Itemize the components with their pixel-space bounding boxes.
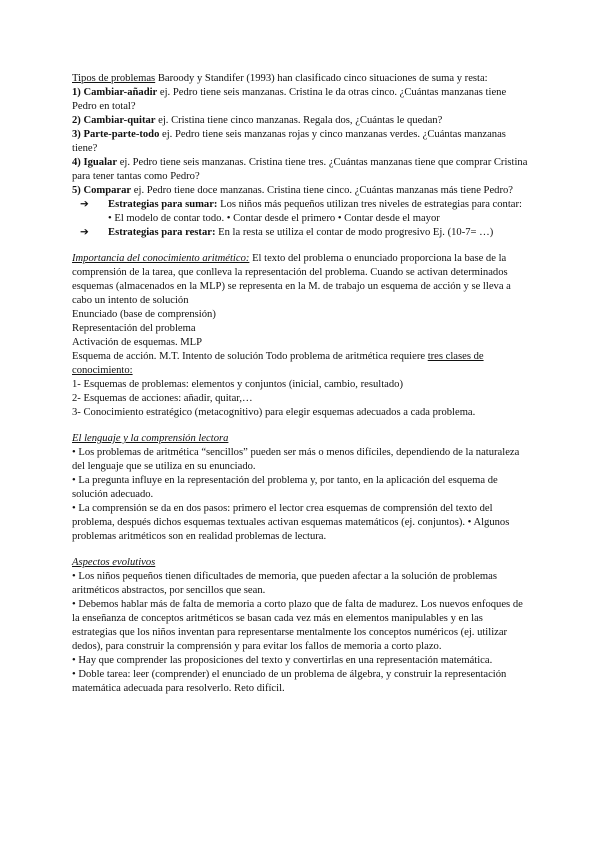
problem-type-5: 5) Comparar ej. Pedro tiene doce manzanas. Cristina tiene cinco. ¿Cuántas manzanas más tiene Pedro? xyxy=(72,185,513,196)
bullet-paragraph: • Los problemas de aritmética “sencillos” pueden ser más o menos difíciles, dependiendo de la naturaleza del lenguaje que se utiliza en su enunciado. xyxy=(72,447,520,472)
text-line: Enunciado (base de comprensión) xyxy=(72,309,216,320)
strategy-item: ➔ Estrategias para restar: En la resta se utiliza el contar de modo progresivo Ej. (10-7= …) xyxy=(80,227,494,238)
text-line: 1- Esquemas de problemas: elementos y conjuntos (inicial, cambio, resultado) xyxy=(72,379,403,390)
bullet-paragraph: • Hay que comprender las proposiciones del texto y convertirlas en una representación matemática. xyxy=(72,655,493,666)
strategies-list xyxy=(72,198,530,240)
bullet-paragraph: • La comprensión se da en dos pasos: primero el lector crea esquemas de comprensión del texto del problema, después dichos esquemas textuales activan esquemas matemáticos (ej. conjuntos). • Algunos problemas aritméticos son en realidad problemas de lectura. xyxy=(72,503,510,542)
section-heading: Aspectos evolutivos xyxy=(72,557,156,568)
text-line: 3- Conocimiento estratégico (metacognitivo) para elegir esquemas adecuados a cada problema. xyxy=(72,407,476,418)
importance-paragraph: Importancia del conocimiento aritmético: El texto del problema o enunciado proporciona la base de la comprensión de la tarea, que conlleva la representación del problema. Cuando se activan determinados esquemas (almacenados en la MLP) se representa en la M. de trabajo un esquema de acción y se lleva a cabo un intento de solución xyxy=(72,253,511,306)
intro-paragraph: Tipos de problemas Baroody y Standifer (1993) han clasificado cinco situaciones de suma y resta: xyxy=(72,73,488,84)
problem-type-3: 3) Parte-parte-todo ej. Pedro tiene seis manzanas rojas y cinco manzanas verdes. ¿Cuántas manzanas tiene? xyxy=(72,129,506,154)
problem-type-2: 2) Cambiar-quitar ej. Cristina tiene cinco manzanas. Regala dos, ¿Cuántas le quedan? xyxy=(72,115,443,126)
text-line: 2- Esquemas de acciones: añadir, quitar,… xyxy=(72,393,253,404)
bullet-paragraph: • Los niños pequeños tienen dificultades de memoria, que pueden afectar a la solución de problemas aritméticos abstractos, por sencillos que sean. xyxy=(72,571,497,596)
problem-type-4: 4) Igualar ej. Pedro tiene seis manzanas. Cristina tiene tres. ¿Cuántas manzanas tiene que comprar Cristina para tener tantas como Pedro? xyxy=(72,157,528,182)
strategy-detail: • El modelo de contar todo. • Contar desde el primero • Contar desde el mayor xyxy=(108,213,440,224)
arrow-icon: ➔ xyxy=(80,199,89,210)
problem-type-1: 1) Cambiar-añadir ej. Pedro tiene seis manzanas. Cristina le da otras cinco. ¿Cuántas manzanas tiene Pedro en total? xyxy=(72,87,507,112)
spacer xyxy=(72,240,530,252)
bullet-paragraph: • La pregunta influye en la representación del problema y, por tanto, en la aplicación del esquema de solución adecuado. xyxy=(72,475,498,500)
spacer xyxy=(72,420,530,432)
text-line: Representación del problema xyxy=(72,323,196,334)
bullet-paragraph: • Doble tarea: leer (comprender) el enunciado de un problema de álgebra, y construir la representación matemática adecuada para resolverlo. Reto difícil. xyxy=(72,669,507,694)
text-line: Activación de esquemas. MLP xyxy=(72,337,203,348)
section-heading: El lenguaje y la comprensión lectora xyxy=(72,433,229,444)
arrow-icon: ➔ xyxy=(80,227,89,238)
strategy-item: ➔ Estrategias para sumar: Los niños más pequeños utilizan tres niveles de estrategias para contar: xyxy=(80,199,522,210)
schema-paragraph: Esquema de acción. M.T. Intento de solución Todo problema de aritmética requiere tres clases de conocimiento: xyxy=(72,351,484,376)
spacer xyxy=(72,544,530,556)
bullet-paragraph: • Debemos hablar más de falta de memoria a corto plazo que de falta de madurez. Los nuevos enfoques de la enseñanza de conceptos aritméticos se basan cada vez más en elementos manipulables y en las estrategias que los niños inventan para representarse mentalmente los conceptos numéricos (ej. utilizar dedos), para construir la comprensión y para evitar los fallos de memoria a corto plazo. xyxy=(72,599,523,652)
section-heading: Importancia del conocimiento aritmético: xyxy=(72,253,250,264)
section-heading: Tipos de problemas xyxy=(72,73,156,84)
document-body xyxy=(72,72,530,696)
